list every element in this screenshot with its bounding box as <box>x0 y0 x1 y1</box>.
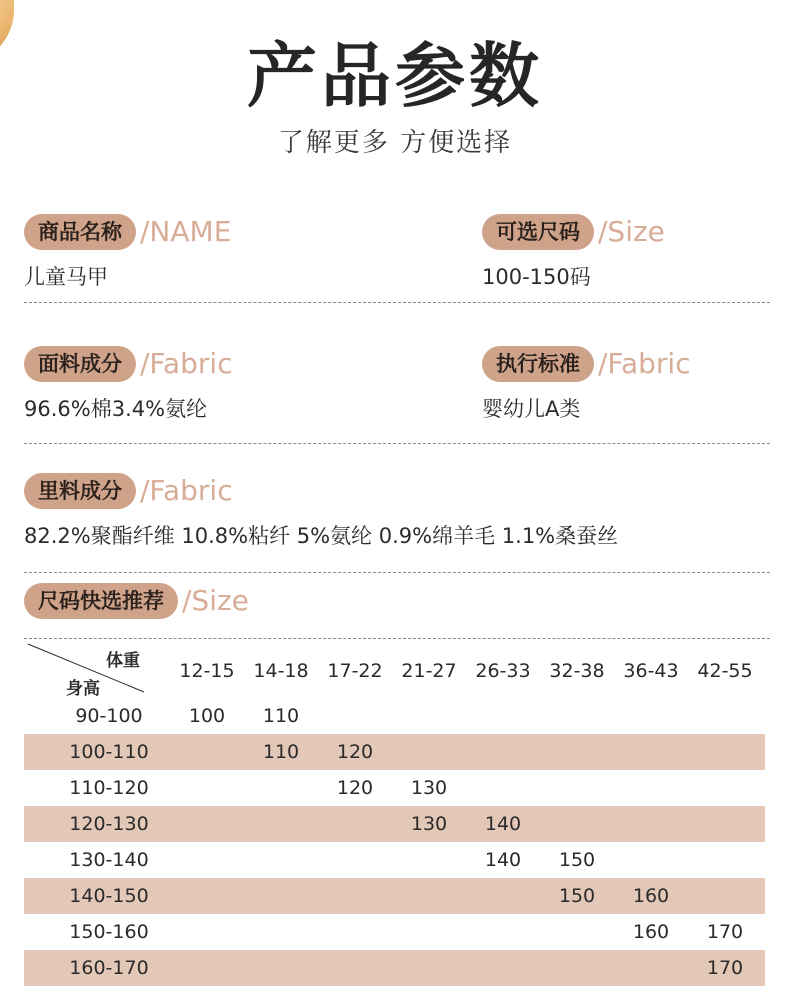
size-cell: 120 <box>336 777 374 799</box>
size-cell: 170 <box>706 921 744 943</box>
available-sizes-pill: 可选尺码 <box>482 214 594 250</box>
size-cell: 160 <box>632 921 670 943</box>
table-row <box>24 914 765 950</box>
weight-column-header: 12-15 <box>179 660 235 682</box>
lining-pill: 里料成分 <box>24 473 136 509</box>
size-cell: 170 <box>706 957 744 979</box>
divider <box>24 443 770 444</box>
table-header <box>24 640 765 698</box>
page-header <box>0 34 790 159</box>
height-row-header: 140-150 <box>69 885 149 907</box>
divider <box>24 302 770 303</box>
available-sizes-label-en: /Size <box>598 215 665 248</box>
field-label-row <box>24 473 618 509</box>
product-name-value: 儿童马甲 <box>24 265 108 289</box>
product-name-label-en: /NAME <box>140 215 232 248</box>
weight-column-header: 36-43 <box>623 660 679 682</box>
weight-column-header: 32-38 <box>549 660 605 682</box>
page-title: 产品参数 <box>247 35 543 117</box>
height-row-header: 100-110 <box>69 741 149 763</box>
table-corner-cell <box>24 640 148 698</box>
standard-value: 婴幼儿A类 <box>482 397 581 421</box>
weight-column-header: 26-33 <box>475 660 531 682</box>
quick-size-label-en: /Size <box>182 584 249 617</box>
divider <box>24 638 770 639</box>
field-fabric <box>24 346 233 423</box>
corner-weight-label: 体重 <box>106 651 140 671</box>
product-name-pill: 商品名称 <box>24 214 136 250</box>
size-cell: 150 <box>558 885 596 907</box>
size-cell: 130 <box>410 813 448 835</box>
size-cell: 140 <box>484 849 522 871</box>
size-table <box>24 640 765 986</box>
size-cell: 160 <box>632 885 670 907</box>
field-label-row <box>24 346 233 382</box>
table-row <box>24 842 765 878</box>
table-row <box>24 806 765 842</box>
standard-label-en: /Fabric <box>598 347 691 380</box>
weight-column-header: 21-27 <box>401 660 457 682</box>
table-row <box>24 698 765 734</box>
field-label-row <box>482 346 691 382</box>
corner-height-label: 身高 <box>66 679 100 699</box>
table-row <box>24 770 765 806</box>
fabric-label-en: /Fabric <box>140 347 233 380</box>
table-body <box>24 698 765 986</box>
height-row-header: 160-170 <box>69 957 149 979</box>
height-row-header: 150-160 <box>69 921 149 943</box>
size-cell: 100 <box>188 705 226 727</box>
size-cell: 120 <box>336 741 374 763</box>
table-row <box>24 950 765 986</box>
size-cell: 110 <box>262 705 300 727</box>
height-row-header: 90-100 <box>75 705 143 727</box>
field-product-name <box>24 214 231 291</box>
available-sizes-value: 100-150码 <box>482 265 591 289</box>
weight-column-header: 42-55 <box>697 660 753 682</box>
lining-label-en: /Fabric <box>140 474 233 507</box>
weight-column-header: 14-18 <box>253 660 309 682</box>
field-lining <box>24 473 618 550</box>
fabric-value: 96.6%棉3.4%氨纶 <box>24 397 208 421</box>
page-subtitle: 了解更多 方便选择 <box>277 128 513 158</box>
quick-size-pill: 尺码快选推荐 <box>24 583 178 619</box>
height-row-header: 130-140 <box>69 849 149 871</box>
field-label-row <box>482 214 665 250</box>
weight-column-header: 17-22 <box>327 660 383 682</box>
lining-value: 82.2%聚酯纤维 10.8%粘纤 5%氨纶 0.9%绵羊毛 1.1%桑蚕丝 <box>24 524 619 548</box>
field-label-row <box>24 583 249 619</box>
field-standard <box>482 346 691 423</box>
table-row <box>24 734 765 770</box>
field-label-row <box>24 214 231 250</box>
table-row <box>24 878 765 914</box>
field-available-sizes <box>482 214 665 291</box>
size-cell: 140 <box>484 813 522 835</box>
fabric-pill: 面料成分 <box>24 346 136 382</box>
field-quick-size <box>24 583 249 619</box>
height-row-header: 110-120 <box>69 777 149 799</box>
height-row-header: 120-130 <box>69 813 149 835</box>
size-cell: 150 <box>558 849 596 871</box>
divider <box>24 572 770 573</box>
size-cell: 130 <box>410 777 448 799</box>
size-cell: 110 <box>262 741 300 763</box>
standard-pill: 执行标准 <box>482 346 594 382</box>
